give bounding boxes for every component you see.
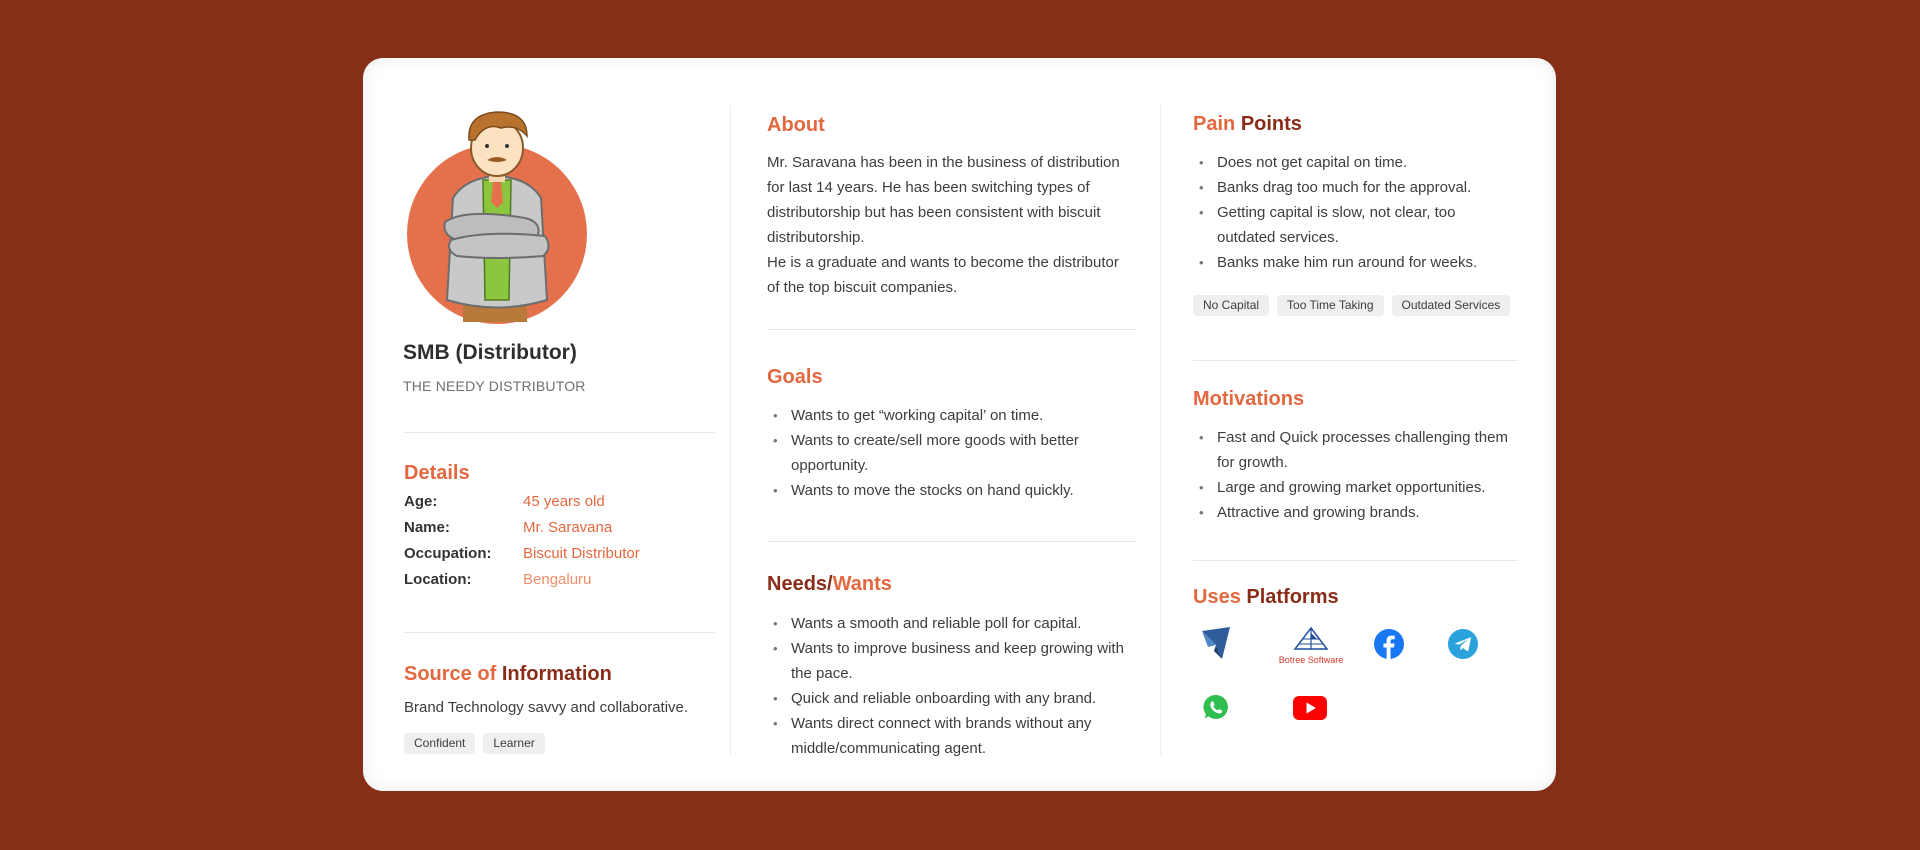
divider [403,632,715,633]
list-item: • Wants a smooth and reliable poll for capital. [767,611,1142,636]
tag-outdated-services: Outdated Services [1392,295,1511,316]
needs-heading-a: Needs/ [767,573,833,595]
tag-learner: Learner [483,733,544,754]
list-item: • Quick and reliable onboarding with any brand. [767,686,1142,711]
divider [1193,360,1518,361]
about-heading: About [767,114,825,136]
needs-list [767,611,1142,761]
about-line: He is a graduate and wants to become the distributor [767,254,1119,271]
pain-heading [1193,113,1302,136]
source-heading [404,663,612,686]
send-app-icon [1200,625,1232,661]
source-heading-b: Information [501,663,612,685]
pain-list [1193,150,1518,275]
list-item: • Wants direct connect with brands without any middle/communicating agent. [767,711,1142,761]
detail-row-age [404,493,640,519]
platforms-heading [1193,586,1339,609]
detail-row-location [404,571,640,597]
persona-subtitle: THE NEEDY DISTRIBUTOR [403,378,586,394]
botree-mark-icon [1273,627,1349,651]
needs-heading-b: Wants [832,573,892,595]
detail-value: 45 years old [523,493,605,510]
youtube-icon [1293,696,1327,720]
details-list [404,493,640,597]
about-line: distributorship but has been consistent with biscuit [767,204,1101,221]
list-item: • Large and growing market opportunities. [1193,475,1513,500]
divider [1193,560,1518,561]
source-heading-a: Source of [404,663,497,685]
persona-avatar [405,110,589,324]
detail-label: Name: [404,519,450,536]
divider [403,432,715,433]
list-item: • Getting capital is slow, not clear, too outdated services. [1193,200,1518,250]
goals-heading: Goals [767,366,823,388]
motivations-heading: Motivations [1193,388,1305,410]
about-line: distributorship. [767,229,865,246]
motivations-list [1193,425,1513,525]
list-item: • Wants to move the stocks on hand quickly. [767,478,1132,503]
about-column [767,58,1137,791]
platforms-heading-a: Uses [1193,586,1241,608]
persona-card [363,58,1556,791]
detail-value: Biscuit Distributor [523,545,640,562]
list-item: • Wants to get “working capital’ on time. [767,403,1132,428]
tag-too-time-taking: Too Time Taking [1277,295,1384,316]
detail-value: Mr. Saravana [523,519,613,536]
botree-logo [1273,627,1349,665]
profile-column [403,58,715,791]
list-item: • Banks make him run around for weeks. [1193,250,1518,275]
goals-list [767,403,1132,503]
whatsapp-icon [1203,694,1229,720]
tag-no-capital: No Capital [1193,295,1269,316]
list-item: • Wants to create/sell more goods with better opportunity. [767,428,1132,478]
divider [767,329,1137,330]
platforms-heading-b: Platforms [1246,586,1339,608]
about-text [767,150,1147,300]
pain-column [1193,58,1533,791]
list-item: • Fast and Quick processes challenging them for growth. [1193,425,1513,475]
column-divider [1160,105,1161,755]
pain-heading-b: Points [1240,113,1302,135]
detail-value: Bengaluru [523,571,592,588]
list-item: • Banks drag too much for the approval. [1193,175,1518,200]
facebook-icon [1374,629,1404,659]
pain-tags [1193,295,1510,316]
divider [767,541,1137,542]
pain-heading-a: Pain [1193,113,1236,135]
detail-label: Occupation: [404,545,492,562]
list-item: • Does not get capital on time. [1193,150,1518,175]
telegram-icon [1448,629,1478,659]
list-item: • Wants to improve business and keep growing with the pace. [767,636,1142,686]
persona-name: SMB (Distributor) [403,341,577,364]
tag-confident: Confident [404,733,475,754]
about-line: Mr. Saravana has been in the business of distribution [767,154,1120,171]
detail-label: Location: [404,571,472,588]
botree-label: Botree Software [1278,655,1344,665]
column-divider [730,105,731,755]
detail-label: Age: [404,493,438,510]
source-tags [404,733,545,754]
details-heading: Details [404,462,470,484]
list-item: • Attractive and growing brands. [1193,500,1513,525]
detail-row-name [404,519,640,545]
needs-heading [767,573,892,596]
about-line: for last 14 years. He has been switching types of [767,179,1090,196]
source-text: Brand Technology savvy and collaborative. [404,699,689,716]
detail-row-occupation [404,545,640,571]
about-line: of the top biscuit companies. [767,279,958,296]
